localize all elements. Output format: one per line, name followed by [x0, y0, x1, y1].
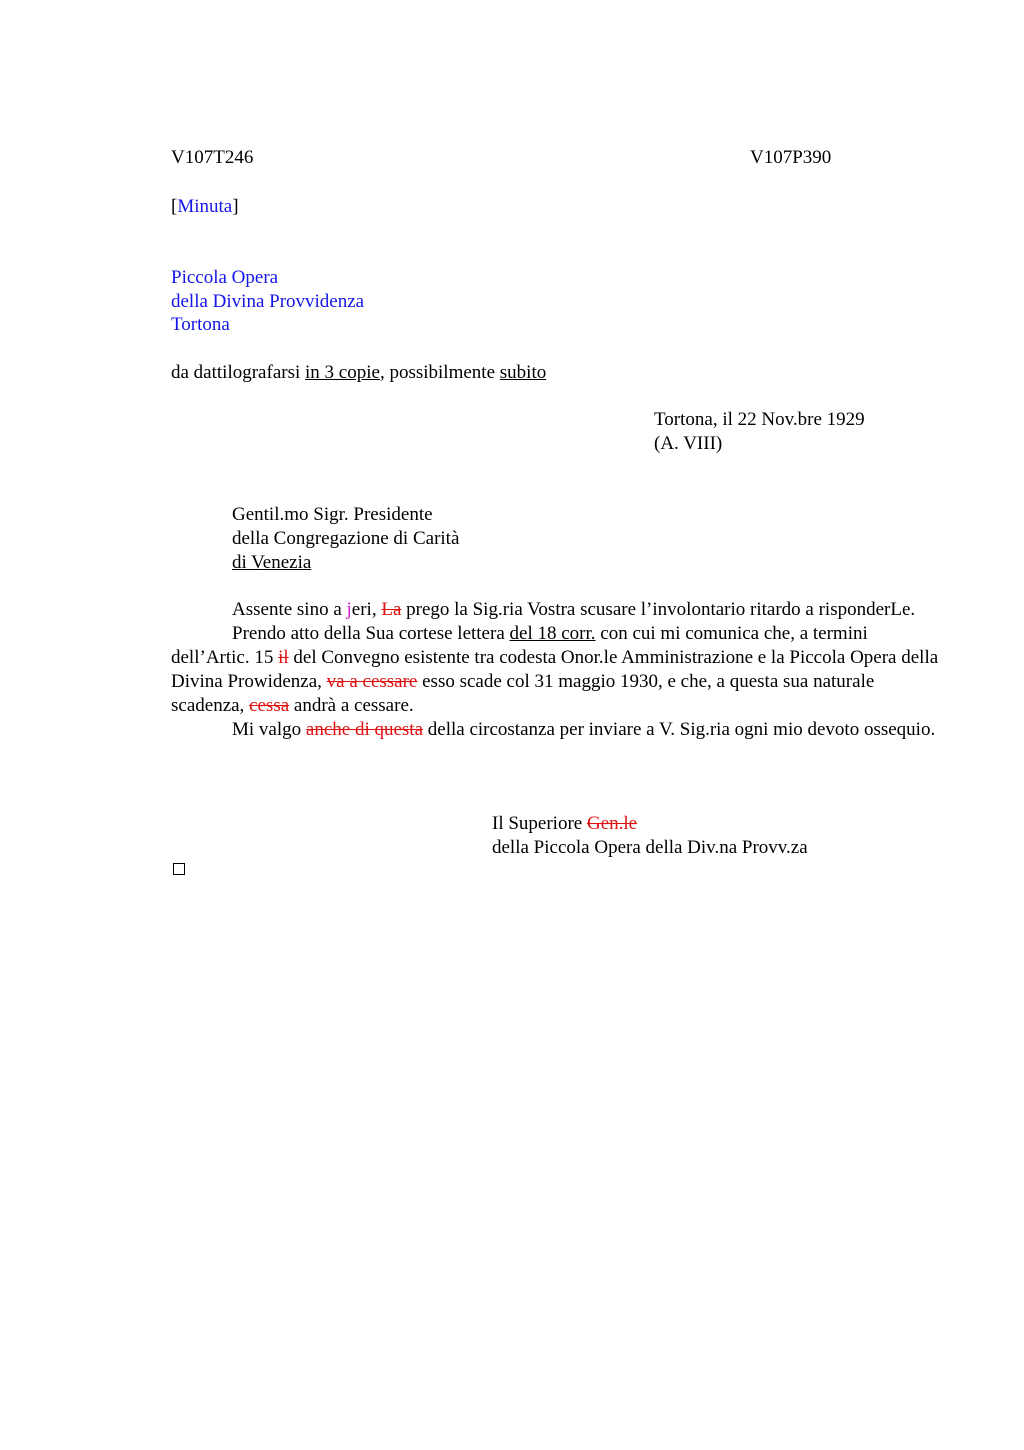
p2-text-5: andrà a cessare. — [289, 695, 414, 716]
recipient-line-3: di Venezia — [232, 552, 312, 573]
typing-instruction — [171, 361, 546, 385]
signature-title: Il Superiore — [492, 813, 587, 834]
p2-text-2: con cui mi comunica che, a termini dell’Artic. 15 — [171, 623, 868, 668]
p1-text-3: prego la Sig.ria Vostra scusare l’involontario ritardo a risponderLe. — [401, 599, 916, 620]
signature-line-2: della Piccola Opera della Div.na Provv.za — [492, 837, 808, 858]
minuta-text: Minuta — [177, 196, 233, 217]
checkbox-square-icon — [173, 863, 185, 875]
paragraph-1 — [171, 598, 941, 622]
recipient-line-2: della Congregazione di Carità — [232, 528, 460, 549]
p3-deleted-anche-di-questa: anche di questa — [305, 719, 424, 740]
recipient-line-1: Gentil.mo Sigr. Presidente — [232, 504, 433, 525]
paragraph-2 — [171, 622, 941, 718]
letter-body — [171, 598, 941, 742]
p1-deleted-la: La — [381, 599, 402, 620]
signature-deleted-genle: Gen.le — [586, 813, 638, 834]
sender-line-3: Tortona — [171, 314, 230, 335]
reference-code-right: V107P390 — [750, 147, 832, 168]
sender-line-1: Piccola Opera — [171, 267, 279, 288]
signature-line-1 — [492, 812, 637, 836]
p1-text-1: Assente sino a — [232, 599, 347, 620]
sender-line-2: della Divina Provvidenza — [171, 291, 365, 312]
instruction-copies: in 3 copie — [305, 362, 380, 383]
era-line: (A. VIII) — [654, 433, 723, 454]
paragraph-3 — [171, 718, 941, 742]
p1-text-2: eri, — [351, 599, 382, 620]
reference-code-left: V107T246 — [171, 147, 254, 168]
p2-deleted-il: il — [278, 647, 289, 668]
p2-deleted-cessa: cessa — [249, 695, 290, 716]
p1-inserted-j: j — [346, 599, 352, 620]
p3-text-2: della circostanza per inviare a V. Sig.ria ogni mio devoto ossequio. — [423, 719, 936, 740]
minuta-label — [171, 195, 239, 219]
instruction-prefix: da dattilografarsi — [171, 362, 306, 383]
instruction-subito: subito — [499, 362, 547, 383]
p2-underlined-date: del 18 corr. — [509, 623, 596, 644]
p2-text-3: del Convegno esistente tra codesta Onor.le Amministrazione e la Piccola Opera della Divina Prowidenza, — [171, 647, 939, 692]
p3-text-1: Mi valgo — [232, 719, 306, 740]
bracket-close: ] — [232, 196, 239, 217]
p2-text-1: Prendo atto della Sua cortese lettera — [232, 623, 510, 644]
bracket-open: [ — [171, 196, 178, 217]
date-line: Tortona, il 22 Nov.bre 1929 — [654, 409, 865, 430]
p2-text-4: esso scade col 31 maggio 1930, e che, a questa sua naturale scadenza, — [171, 671, 875, 716]
p2-deleted-va-a-cessare: va a cessare — [326, 671, 418, 692]
instruction-middle: , possibilmente — [379, 362, 500, 383]
